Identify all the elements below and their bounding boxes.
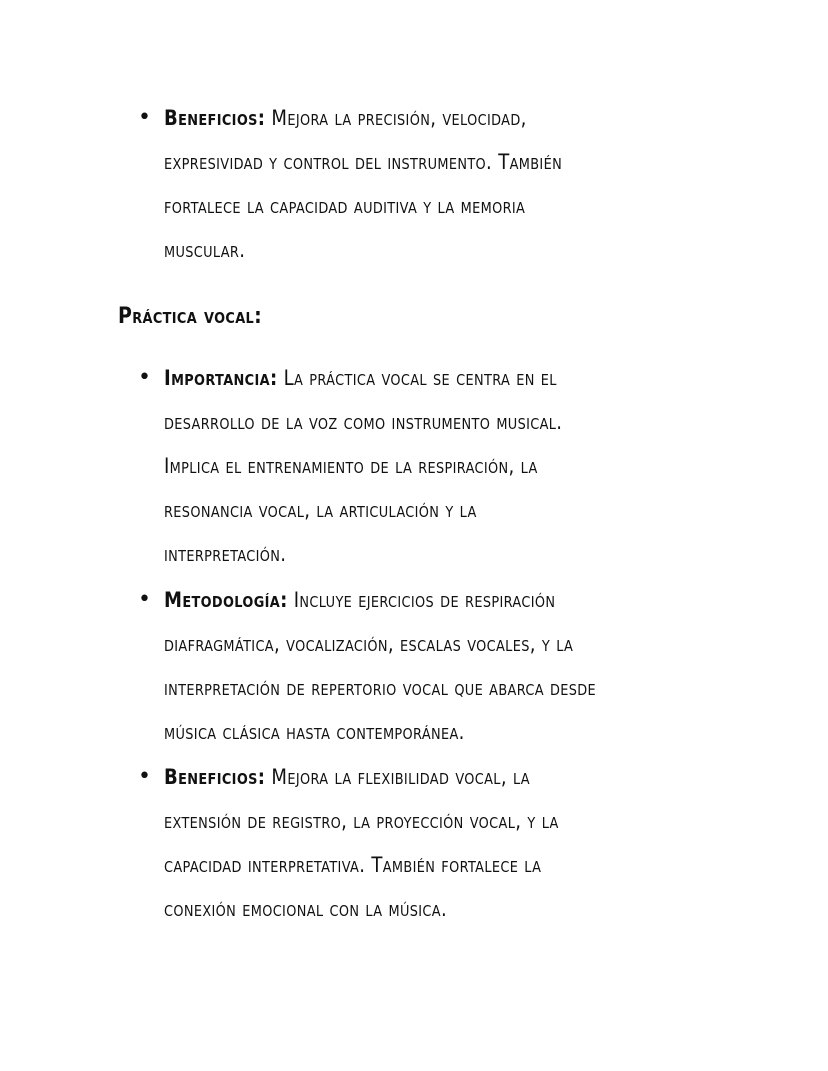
bullet-icon: • [138,587,151,612]
list-item-text: La práctica vocal se centra en el [277,366,557,390]
list-item-line [164,755,530,799]
list-item-line: extensión de registro, la proyección vocal, y la [164,809,559,833]
list-item-text: Incluye ejercicios de respiración [287,588,556,612]
list-item-line [164,96,527,140]
bullet-icon: • [138,105,151,130]
list-item-line [164,578,555,622]
list-item-label: Importancia: [164,366,278,390]
list-item-line: diafragmática, vocalización, escalas vocales, y la [164,632,574,656]
list-item-text: Mejora la precisión, velocidad, [265,106,527,130]
list-item-line: desarrollo de la voz como instrumento musical. [164,410,563,434]
list-item-label: Beneficios: [164,106,266,130]
bullet-icon: • [138,365,151,390]
list-item-line: capacidad interpretativa. También fortalece la [164,853,542,877]
list-item-line: conexión emocional con la música. [164,897,448,921]
list-item-line: muscular. [164,238,246,262]
list-item-line [164,356,557,400]
list-item-line: resonancia vocal, la articulación y la [164,498,477,522]
list-item-line: interpretación de repertorio vocal que abarca desde [164,676,597,700]
bullet-icon: • [138,764,151,789]
list-item-label: Metodología: [164,588,288,612]
list-item-line: Implica el entrenamiento de la respiración, la [164,454,538,478]
list-item-line: música clásica hasta contemporánea. [164,720,465,744]
list-item-text: Mejora la flexibilidad vocal, la [265,765,530,789]
list-item-line: fortalece la capacidad auditiva y la memoria [164,194,526,218]
list-item-line: expresividad y control del instrumento. También [164,150,563,174]
section-heading: Práctica vocal: [118,304,263,329]
list-item-line: interpretación. [164,542,287,566]
list-item-label: Beneficios: [164,765,266,789]
